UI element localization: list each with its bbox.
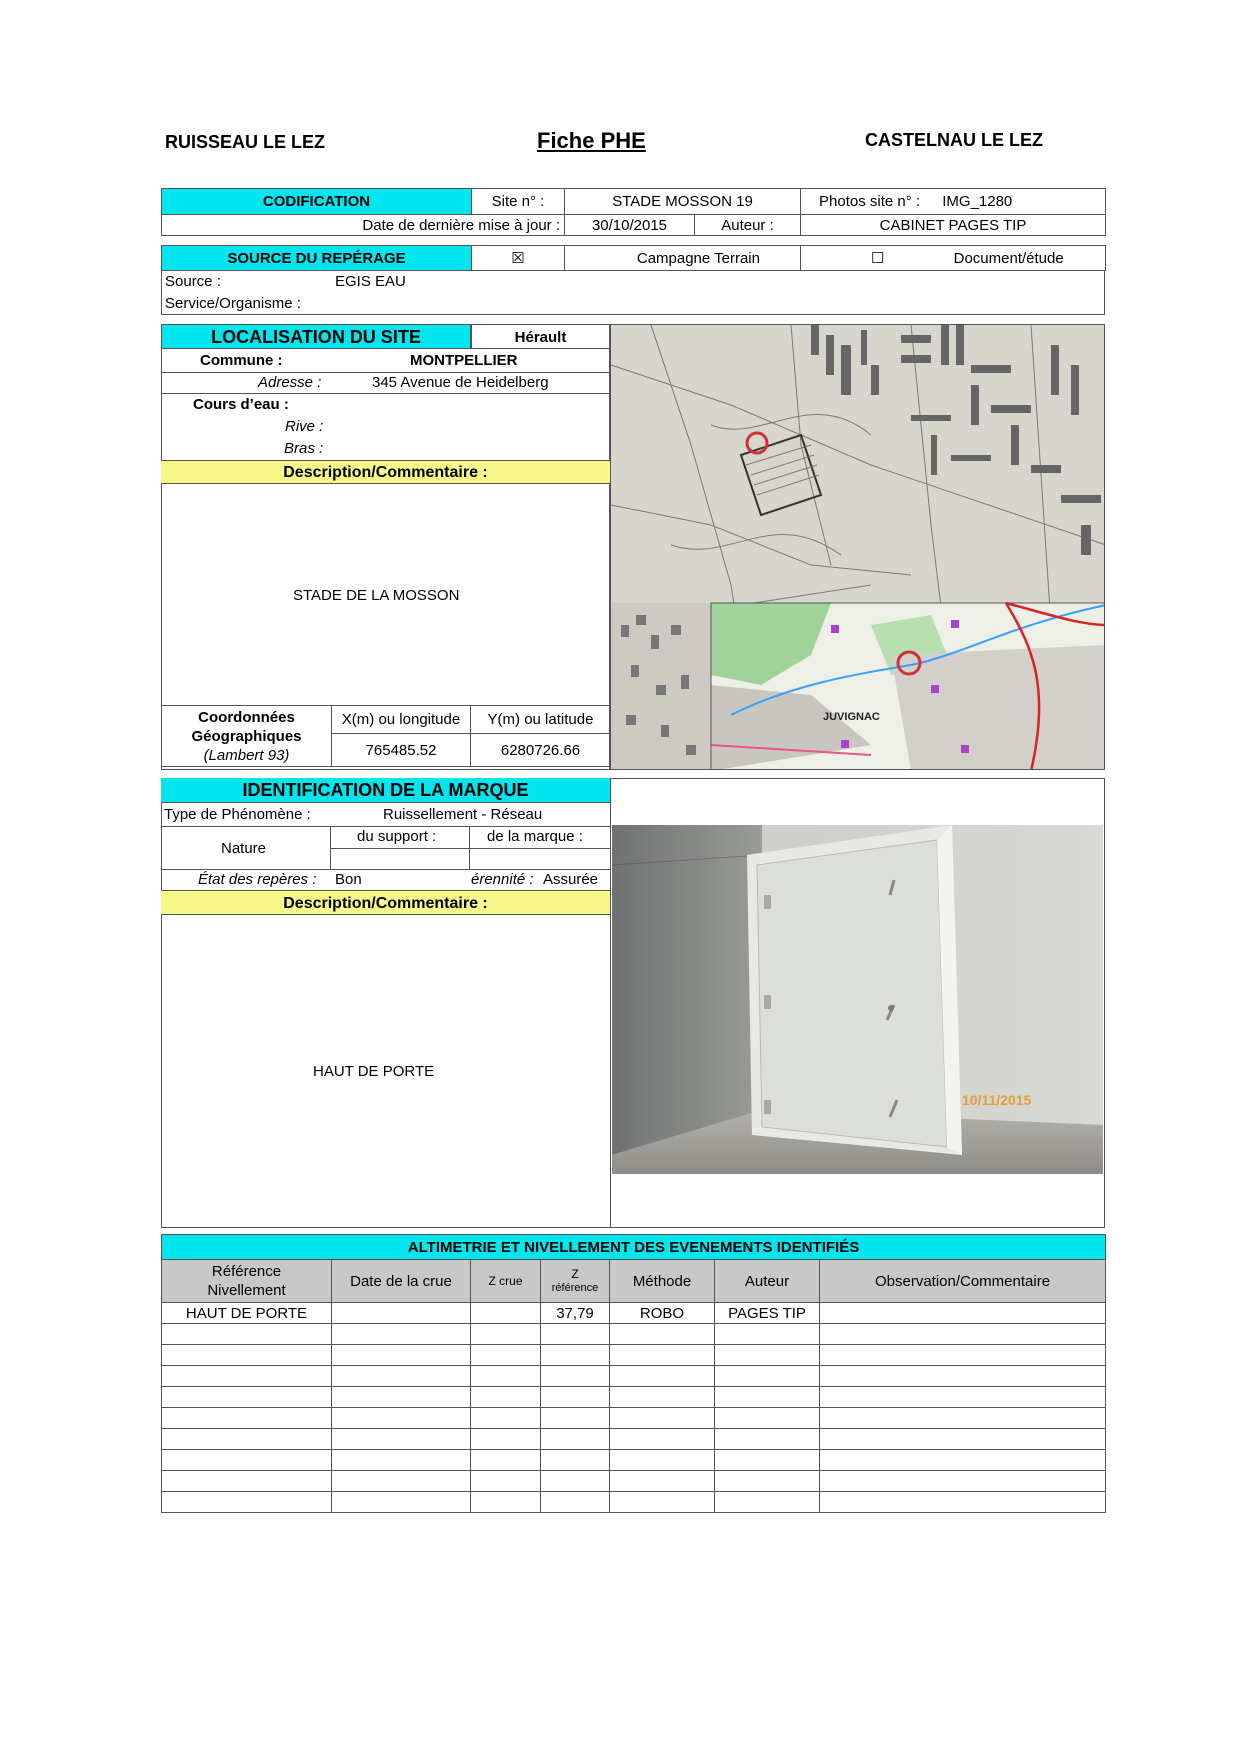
table-cell-ref — [162, 1471, 332, 1492]
table-cell-auteur — [715, 1408, 820, 1429]
table-cell-zcrue — [471, 1387, 541, 1408]
source-table — [161, 245, 1106, 271]
table-cell-ref — [162, 1387, 332, 1408]
table-cell-auteur — [715, 1324, 820, 1345]
date-label: Date de dernière mise à jour : — [162, 215, 565, 236]
loc-desc-value: STADE DE LA MOSSON — [293, 587, 460, 604]
localisation-heading: LOCALISATION DU SITE — [161, 324, 471, 349]
table-cell-methode — [610, 1345, 715, 1366]
table-cell-auteur — [715, 1429, 820, 1450]
table-cell-obs — [820, 1492, 1106, 1513]
table-cell-ref: HAUT DE PORTE — [162, 1303, 332, 1324]
codification-table — [161, 188, 1106, 236]
perennite-label: érennité : — [471, 871, 534, 888]
col-zcrue: Z crue — [471, 1260, 541, 1303]
table-row — [162, 1324, 1106, 1345]
table-cell-auteur: PAGES TIP — [715, 1303, 820, 1324]
table-cell-zref — [541, 1471, 610, 1492]
table-row — [162, 1429, 1106, 1450]
table-cell-zref — [541, 1324, 610, 1345]
table-cell-obs — [820, 1471, 1106, 1492]
commune-value: MONTPELLIER — [410, 352, 518, 369]
table-cell-zcrue — [471, 1366, 541, 1387]
nature-label: Nature — [221, 840, 267, 857]
commune-header: CASTELNAU LE LEZ — [865, 130, 1043, 150]
table-cell-ref — [162, 1450, 332, 1471]
table-cell-ref — [162, 1366, 332, 1387]
photos-label: Photos site n° : — [819, 193, 921, 210]
table-cell-date — [332, 1471, 471, 1492]
table-cell-zref — [541, 1450, 610, 1471]
codification-heading: CODIFICATION — [162, 189, 472, 215]
location-map — [610, 324, 1105, 770]
table-row — [162, 1366, 1106, 1387]
table-cell-methode — [610, 1408, 715, 1429]
table-cell-zcrue — [471, 1408, 541, 1429]
col-observation: Observation/Commentaire — [820, 1260, 1106, 1303]
table-cell-date — [332, 1366, 471, 1387]
divider — [610, 778, 611, 1228]
source-value: EGIS EAU — [335, 273, 406, 290]
table-cell-methode — [610, 1492, 715, 1513]
map-town-label: JUVIGNAC — [823, 711, 880, 723]
table-cell-zref: 37,79 — [541, 1303, 610, 1324]
col-reference: Référence Nivellement — [162, 1260, 332, 1303]
col-zref: Z référence — [541, 1260, 610, 1303]
support-label: du support : — [357, 828, 437, 845]
table-cell-zcrue — [471, 1324, 541, 1345]
map-cadastral-and-topographic-icon — [611, 325, 1105, 770]
adresse-label: Adresse : — [258, 374, 322, 391]
table-cell-auteur — [715, 1366, 820, 1387]
table-cell-ref — [162, 1324, 332, 1345]
page-title: Fiche PHE — [537, 128, 646, 153]
document-cell — [801, 246, 1106, 271]
etat-label: État des repères : — [198, 871, 317, 888]
table-row — [162, 1345, 1106, 1366]
table-row — [162, 1471, 1106, 1492]
table-cell-zcrue — [471, 1345, 541, 1366]
river-name: RUISSEAU LE LEZ — [165, 132, 326, 152]
table-cell-methode — [610, 1387, 715, 1408]
photos-value: IMG_1280 — [942, 193, 1013, 210]
table-cell-zcrue — [471, 1429, 541, 1450]
photo-date-stamp: 10/11/2015 — [962, 1092, 1032, 1108]
table-cell-auteur — [715, 1450, 820, 1471]
table-cell-zref — [541, 1492, 610, 1513]
rive-label: Rive : — [285, 418, 324, 435]
site-value: STADE MOSSON 19 — [565, 189, 801, 215]
table-cell-methode — [610, 1324, 715, 1345]
source-box — [161, 270, 1105, 315]
photo-metal-door-icon — [612, 825, 1103, 1174]
table-row — [162, 1450, 1106, 1471]
table-cell-auteur — [715, 1387, 820, 1408]
table-row — [162, 1387, 1106, 1408]
table-cell-ref — [162, 1492, 332, 1513]
x-value: 765485.52 — [332, 734, 471, 767]
departement: Hérault — [471, 324, 610, 349]
table-cell-auteur — [715, 1345, 820, 1366]
marque-desc-heading: Description/Commentaire : — [161, 890, 610, 915]
table-cell-date — [332, 1387, 471, 1408]
table-cell-date — [332, 1303, 471, 1324]
campagne-label: Campagne Terrain — [565, 246, 801, 271]
document-label: Document/étude — [953, 250, 1064, 267]
loc-desc-heading: Description/Commentaire : — [161, 460, 610, 484]
table-cell-methode — [610, 1471, 715, 1492]
table-cell-zref — [541, 1387, 610, 1408]
table-cell-obs — [820, 1429, 1106, 1450]
date-value: 30/10/2015 — [565, 215, 695, 236]
table-cell-obs — [820, 1408, 1106, 1429]
table-cell-methode — [610, 1450, 715, 1471]
divider — [161, 869, 610, 870]
site-photo — [612, 825, 1103, 1174]
table-cell-date — [332, 1450, 471, 1471]
commune-label: Commune : — [200, 352, 283, 369]
divider — [330, 848, 610, 849]
altimetrie-heading: ALTIMETRIE ET NIVELLEMENT DES EVENEMENTS IDENTIFIÉS — [162, 1235, 1106, 1260]
coordinates-table — [161, 705, 611, 767]
cours-label: Cours d’eau : — [193, 396, 289, 413]
checked-box-icon: ☒ — [511, 250, 525, 267]
table-cell-ref — [162, 1345, 332, 1366]
marque-heading: IDENTIFICATION DE LA MARQUE — [161, 778, 610, 803]
table-cell-date — [332, 1492, 471, 1513]
table-row — [162, 1492, 1106, 1513]
photos-cell — [801, 189, 1106, 215]
table-cell-zref — [541, 1366, 610, 1387]
site-label: Site n° : — [472, 189, 565, 215]
y-label: Y(m) ou latitude — [471, 706, 611, 734]
author-value: CABINET PAGES TIP — [801, 215, 1106, 236]
type-value: Ruissellement - Réseau — [383, 806, 543, 823]
divider — [161, 826, 610, 827]
perennite-value: Assurée — [543, 871, 599, 888]
table-cell-methode: ROBO — [610, 1303, 715, 1324]
document-checkbox[interactable]: ☐ — [871, 250, 885, 267]
col-auteur: Auteur — [715, 1260, 820, 1303]
table-cell-date — [332, 1324, 471, 1345]
table-cell-zref — [541, 1408, 610, 1429]
table-cell-obs — [820, 1303, 1106, 1324]
col-methode: Méthode — [610, 1260, 715, 1303]
etat-value: Bon — [335, 871, 362, 888]
x-label: X(m) ou longitude — [332, 706, 471, 734]
table-cell-obs — [820, 1450, 1106, 1471]
type-label: Type de Phénomène : — [164, 806, 311, 823]
table-cell-zcrue — [471, 1303, 541, 1324]
table-cell-methode — [610, 1429, 715, 1450]
table-row — [162, 1303, 1106, 1324]
table-cell-ref — [162, 1429, 332, 1450]
author-label: Auteur : — [695, 215, 801, 236]
divider — [161, 393, 610, 394]
table-cell-auteur — [715, 1471, 820, 1492]
table-cell-ref — [162, 1408, 332, 1429]
y-value: 6280726.66 — [471, 734, 611, 767]
marque-type-label: de la marque : — [487, 828, 583, 845]
divider — [161, 372, 610, 373]
table-cell-obs — [820, 1345, 1106, 1366]
table-cell-zcrue — [471, 1471, 541, 1492]
source-heading: SOURCE DU REPÉRAGE — [162, 246, 472, 271]
table-cell-auteur — [715, 1492, 820, 1513]
bras-label: Bras : — [284, 440, 324, 457]
table-cell-methode — [610, 1366, 715, 1387]
coord-label: Coordonnées Géographiques (Lambert 93) — [162, 706, 332, 767]
table-cell-date — [332, 1345, 471, 1366]
table-cell-zref — [541, 1345, 610, 1366]
table-cell-obs — [820, 1366, 1106, 1387]
adresse-value: 345 Avenue de Heidelberg — [372, 374, 549, 391]
marque-desc-value: HAUT DE PORTE — [313, 1063, 435, 1080]
table-cell-zcrue — [471, 1450, 541, 1471]
campagne-checkbox[interactable] — [472, 246, 565, 271]
source-label: Source : — [165, 273, 221, 290]
table-cell-obs — [820, 1387, 1106, 1408]
service-label: Service/Organisme : — [165, 295, 301, 312]
table-cell-date — [332, 1408, 471, 1429]
table-row — [162, 1408, 1106, 1429]
col-date: Date de la crue — [332, 1260, 471, 1303]
table-cell-zcrue — [471, 1492, 541, 1513]
table-cell-date — [332, 1429, 471, 1450]
altimetrie-table — [161, 1234, 1106, 1513]
table-cell-obs — [820, 1324, 1106, 1345]
table-cell-zref — [541, 1429, 610, 1450]
